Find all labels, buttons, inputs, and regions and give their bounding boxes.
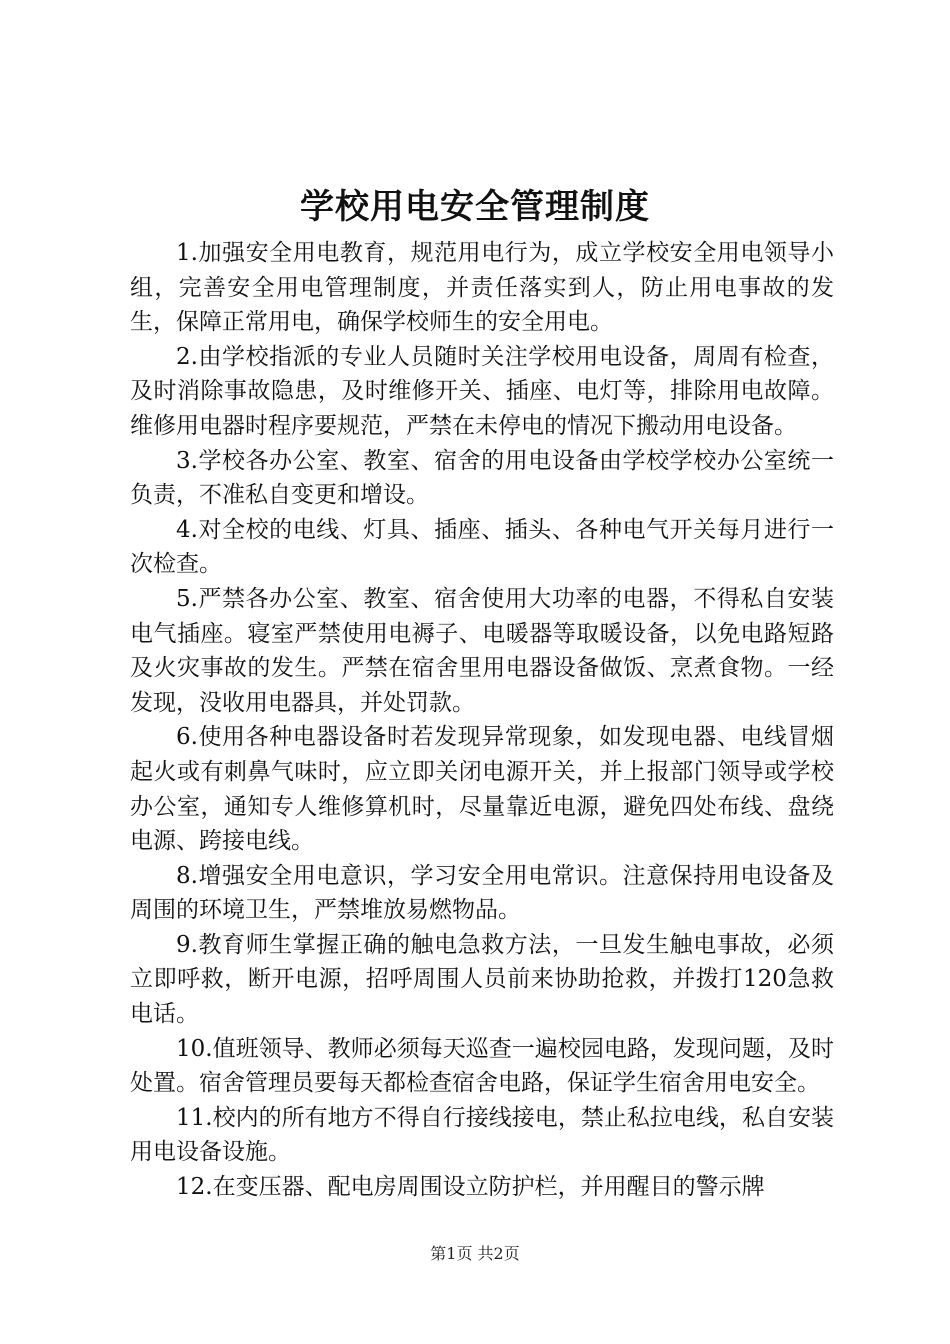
document-title: 学校用电安全管理制度 (300, 187, 650, 227)
paragraph-2: 2.由学校指派的专业人员随时关注学校用电设备，周周有检查，及时消除事故隐患，及时维修开关、插座、电灯等，排除用电故障。维修用电器时程序要规范，严禁在未停电的情况下搬动用电设备。 (130, 343, 834, 439)
page-footer: 第1页 共2页 (430, 1244, 520, 1263)
paragraph-6: 6.使用各种电器设备时若发现异常现象，如发现电器、电线冒烟起火或有刺鼻气味时，应立即关闭电源开关，并上报部门领导或学校办公室，通知专人维修算机时，尽量靠近电源，避免四处布线、盘绕电源、跨接电线。 (130, 724, 834, 855)
document-body (130, 236, 834, 1205)
paragraph-12: 12.在变压器、配电房周围设立防护栏，并用醒目的警示牌 (176, 1174, 765, 1201)
paragraph-9: 9.教育师生掌握正确的触电急救方法，一旦发生触电事故，必须立即呼救，断开电源，招呼周围人员前来协助抢救，并拨打120急救电话。 (130, 931, 834, 1028)
paragraph-10: 10.值班领导、教师必须每天巡查一遍校园电路，发现问题，及时处置。宿舍管理员要每天都检查宿舍电路，保证学生宿舍用电安全。 (130, 1035, 834, 1097)
paragraph-8: 8.增强安全用电意识，学习安全用电常识。注意保持用电设备及周围的环境卫生，严禁堆放易燃物品。 (130, 862, 834, 924)
paragraph-3: 3.学校各办公室、教室、宿舍的用电设备由学校学校办公室统一负责，不准私自变更和增设。 (130, 447, 834, 509)
paragraph-11: 11.校内的所有地方不得自行接线接电，禁止私拉电线，私自安装用电设备设施。 (130, 1104, 834, 1166)
paragraph-4: 4.对全校的电线、灯具、插座、插头、各种电气开关每月进行一次检查。 (130, 516, 834, 578)
paragraph-1: 1.加强安全用电教育，规范用电行为，成立学校安全用电领导小组，完善安全用电管理制度，并责任落实到人，防止用电事故的发生，保障正常用电，确保学校师生的安全用电。 (130, 240, 834, 336)
paragraph-5: 5.严禁各办公室、教室、宿舍使用大功率的电器，不得私自安装电气插座。寝室严禁使用电褥子、电暖器等取暖设备，以免电路短路及火灾事故的发生。严禁在宿舍里用电器设备做饭、烹煮食物。一经发现，没收用电器具，并处罚款。 (130, 585, 834, 716)
